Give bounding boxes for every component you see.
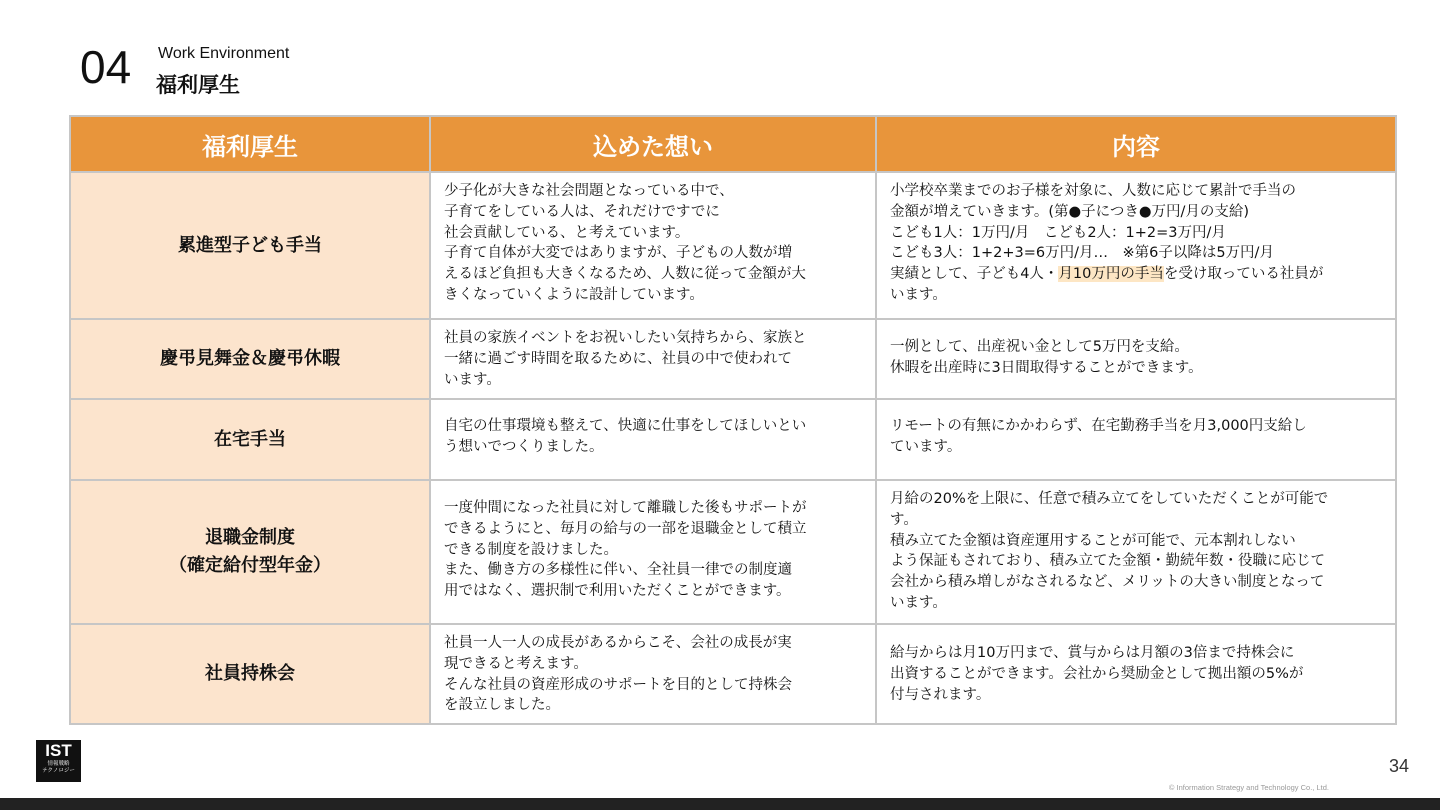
intent-line: そんな社員の資産形成のサポートを目的として持株会: [444, 676, 792, 693]
content-line: 出資することができます。会社から奨励金として拠出額の5%が: [890, 665, 1304, 682]
content-line: リモートの有無にかかわらず、在宅勤務手当を月3,000円支給し: [890, 418, 1307, 434]
content-line: よう保証もされており、積み立てた金額・勤続年数・役職に応じて: [890, 553, 1325, 570]
benefit-name: 慶弔見舞金＆慶弔休暇: [160, 348, 340, 369]
content-cell: [876, 399, 1396, 480]
benefit-name-cell: [70, 624, 430, 724]
intent-line: 子育てをしている人は、それだけですでに: [444, 203, 720, 220]
intent-line: 子育て自体が大変ではありますが、子どもの人数が増: [444, 245, 792, 262]
column-header-intent: 込めた想い: [430, 116, 876, 172]
table-row: [70, 319, 1396, 399]
intent-line: 一度仲間になった社員に対して離職した後もサポートが: [444, 500, 807, 516]
intent-cell: [430, 624, 876, 724]
benefit-name: 退職金制度: [205, 527, 295, 548]
content-line: 月給の20%を上限に、任意で積み立てをしていただくことが可能で: [890, 491, 1329, 507]
intent-line: 用ではなく、選択制で利用いただくことができます。: [444, 583, 791, 600]
content-line: こども3人：1+2+3=6万円/月… ※第6子以降は5万円/月: [890, 245, 1274, 262]
intent-line: また、働き方の多様性に伴い、全社員一律での制度適: [444, 562, 792, 579]
highlighted-amount: 月10万円の手当: [1058, 266, 1164, 283]
page-number: 34: [1388, 756, 1409, 776]
benefit-name-cell: [70, 399, 430, 480]
content-line: す。: [890, 511, 918, 528]
table-header-row: [70, 116, 1396, 172]
content-fragment: を受け取っている社員が: [1163, 266, 1324, 283]
benefit-name-cell: [70, 172, 430, 319]
benefit-name: 社員持株会: [205, 663, 295, 684]
content-line: 小学校卒業までのお子様を対象に、人数に応じて累計で手当の: [890, 183, 1296, 199]
table-row: [70, 480, 1396, 624]
copyright-notice: © Information Strategy and Technology Co., Ltd.: [1168, 783, 1329, 792]
intent-cell: [430, 480, 876, 624]
content-line: います。: [890, 286, 947, 303]
content-cell: [876, 319, 1396, 399]
intent-line: 社員一人一人の成長があるからこそ、会社の成長が実: [444, 635, 792, 651]
company-logo: [36, 740, 81, 782]
intent-line: 少子化が大きな社会問題となっている中で、: [444, 183, 734, 199]
intent-line: できるようにと、毎月の給与の一部を退職金として積立: [444, 520, 807, 537]
content-line: 給与からは月10万円まで、賞与からは月額の3倍まで持株会に: [890, 645, 1295, 661]
intent-line: 社員の家族イベントをお祝いしたい気持ちから、家族と: [444, 330, 807, 346]
intent-line: を設立しました。: [444, 697, 560, 714]
intent-line: 一緒に過ごす時間を取るために、社員の中で使われて: [444, 350, 792, 367]
column-header-benefit: 福利厚生: [70, 116, 430, 172]
content-line: [890, 264, 1383, 285]
content-cell: [876, 172, 1396, 319]
content-line: 休暇を出産時に3日間取得することができます。: [890, 359, 1203, 376]
benefits-table: [69, 115, 1397, 725]
column-header-content: 内容: [876, 116, 1396, 172]
content-fragment: 実績として、子ども4人・: [890, 266, 1059, 283]
intent-line: う想いでつくりました。: [444, 438, 604, 455]
content-cell: [876, 624, 1396, 724]
table-row: [70, 399, 1396, 480]
intent-line: います。: [444, 371, 501, 388]
intent-line: 現できると考えます。: [444, 655, 588, 672]
intent-cell: [430, 399, 876, 480]
logo-subtext: 情報戦略: [47, 761, 70, 767]
content-cell: [876, 480, 1396, 624]
table-row: [70, 624, 1396, 724]
logo-subtext: テクノロジー: [42, 768, 75, 774]
content-line: います。: [890, 594, 947, 611]
intent-cell: [430, 172, 876, 319]
content-line: 一例として、出産祝い金として5万円を支給。: [890, 339, 1189, 355]
intent-line: 社会貢献している、と考えています。: [444, 224, 690, 241]
content-line: こども1人：1万円/月 こども2人：1+2=3万円/月: [890, 224, 1226, 241]
benefit-name-cell: [70, 319, 430, 399]
footer-bar: [0, 798, 1440, 810]
intent-cell: [430, 319, 876, 399]
content-line: ています。: [890, 438, 962, 455]
content-line: 積み立てた金額は資産運用することが可能で、元本割れしない: [890, 532, 1296, 549]
benefit-name-cell: [70, 480, 430, 624]
intent-line: えるほど負担も大きくなるため、人数に従って金額が大: [444, 266, 806, 283]
content-line: 会社から積み増しがなされるなど、メリットの大きい制度となって: [890, 574, 1325, 591]
content-line: 付与されます。: [890, 686, 991, 703]
intent-line: 自宅の仕事環境も整えて、快適に仕事をしてほしいとい: [444, 418, 807, 434]
benefit-name: （確定給付型年金）: [169, 555, 331, 576]
benefit-name: 在宅手当: [214, 428, 286, 450]
table-row: [70, 172, 1396, 319]
benefit-name: 累進型子ども手当: [178, 234, 322, 256]
section-number: 04: [80, 41, 132, 93]
intent-line: きくなっていくように設計しています。: [444, 286, 704, 303]
intent-line: できる制度を設けました。: [444, 541, 618, 558]
content-line: 金額が増えていきます。(第●子につき●万円/月の支給): [890, 203, 1250, 220]
section-title: 福利厚生: [156, 73, 240, 97]
logo-text: IST: [45, 741, 72, 760]
section-subtitle: Work Environment: [158, 45, 290, 62]
